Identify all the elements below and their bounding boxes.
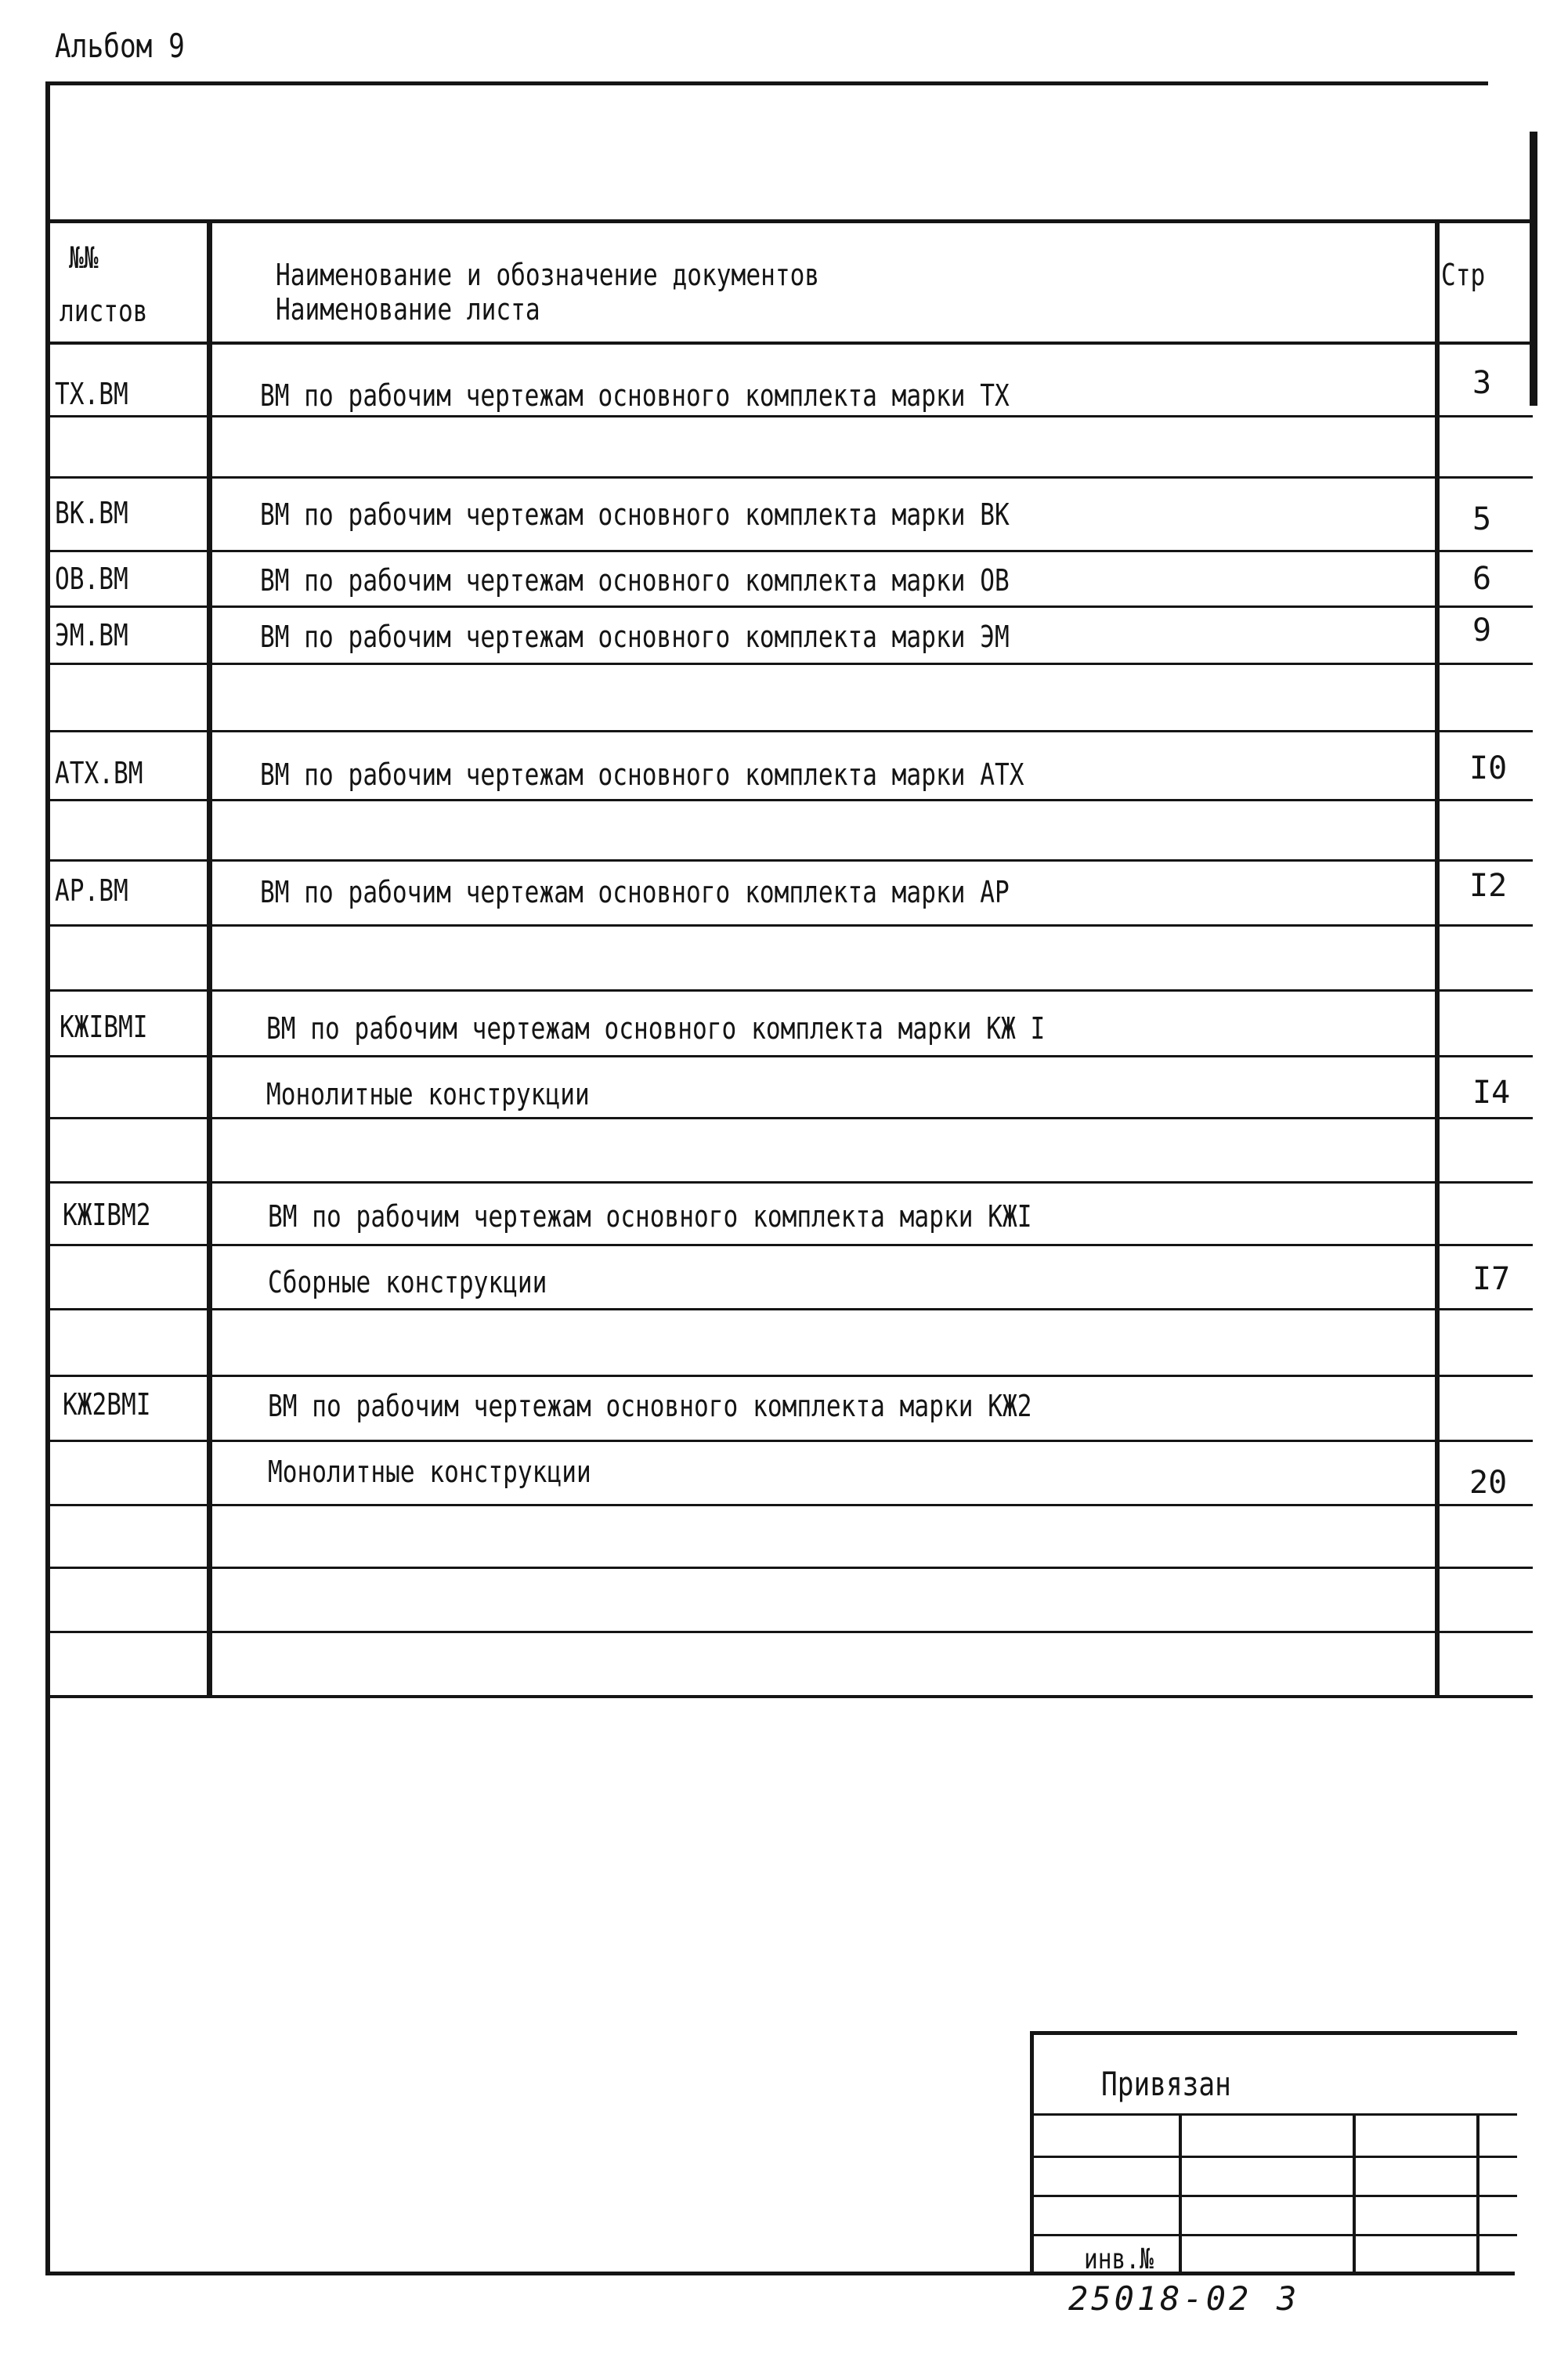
row-title: ВМ по рабочим чертежам основного комплекта марки АР	[260, 875, 1010, 909]
row-page: I4	[1472, 1075, 1511, 1111]
row-title: ВМ по рабочим чертежам основного комплекта марки КЖ I	[266, 1011, 1046, 1046]
row-subtitle: Монолитные конструкции	[266, 1077, 590, 1111]
row-subtitle: Монолитные конструкции	[268, 1455, 591, 1489]
header-page: Стр	[1441, 258, 1486, 292]
header-name-line2: Наименование листа	[276, 292, 540, 327]
stamp-label: Привязан	[1101, 2065, 1231, 2103]
row-code: ОВ.ВМ	[55, 562, 128, 596]
row-page: I0	[1469, 750, 1508, 786]
row-code: ЭМ.ВМ	[55, 618, 128, 652]
row-title: ВМ по рабочим чертежам основного комплекта марки ОВ	[260, 563, 1010, 598]
row-page: 6	[1472, 561, 1492, 597]
row-code: КЖIВМI	[60, 1010, 148, 1044]
row-code: КЖIВМ2	[63, 1198, 151, 1232]
row-page: 9	[1472, 613, 1492, 649]
row-page: 3	[1472, 365, 1492, 401]
row-title: ВМ по рабочим чертежам основного комплекта марки КЖ2	[268, 1389, 1032, 1423]
row-code: АТХ.ВМ	[55, 756, 143, 790]
row-code: ТХ.ВМ	[55, 377, 128, 411]
row-page: 5	[1472, 501, 1492, 537]
album-label: Альбом 9	[55, 27, 185, 65]
row-subtitle: Сборные конструкции	[268, 1265, 547, 1299]
row-page: 20	[1469, 1465, 1508, 1501]
row-title: ВМ по рабочим чертежам основного комплекта марки ТХ	[260, 378, 1010, 413]
sheet-number: 3	[1277, 2279, 1300, 2318]
stamp-inv-label: инв.№	[1084, 2243, 1154, 2275]
row-page: I2	[1469, 868, 1508, 904]
row-code: ВК.ВМ	[55, 496, 128, 530]
row-page: I7	[1472, 1261, 1511, 1297]
row-code: АР.ВМ	[55, 873, 128, 908]
document-number: 25018-02	[1068, 2279, 1252, 2318]
row-code: КЖ2ВМI	[63, 1387, 151, 1422]
row-title: ВМ по рабочим чертежам основного комплекта марки КЖI	[268, 1199, 1032, 1234]
header-name-line1: Наименование и обозначение документов	[276, 258, 820, 292]
header-sheets-label: листов	[60, 294, 148, 328]
header-sheets-no: №№	[69, 240, 99, 275]
row-title: ВМ по рабочим чертежам основного комплекта марки ЭМ	[260, 620, 1010, 654]
row-title: ВМ по рабочим чертежам основного комплекта марки ВК	[260, 497, 1010, 532]
row-title: ВМ по рабочим чертежам основного комплекта марки АТХ	[260, 757, 1024, 792]
